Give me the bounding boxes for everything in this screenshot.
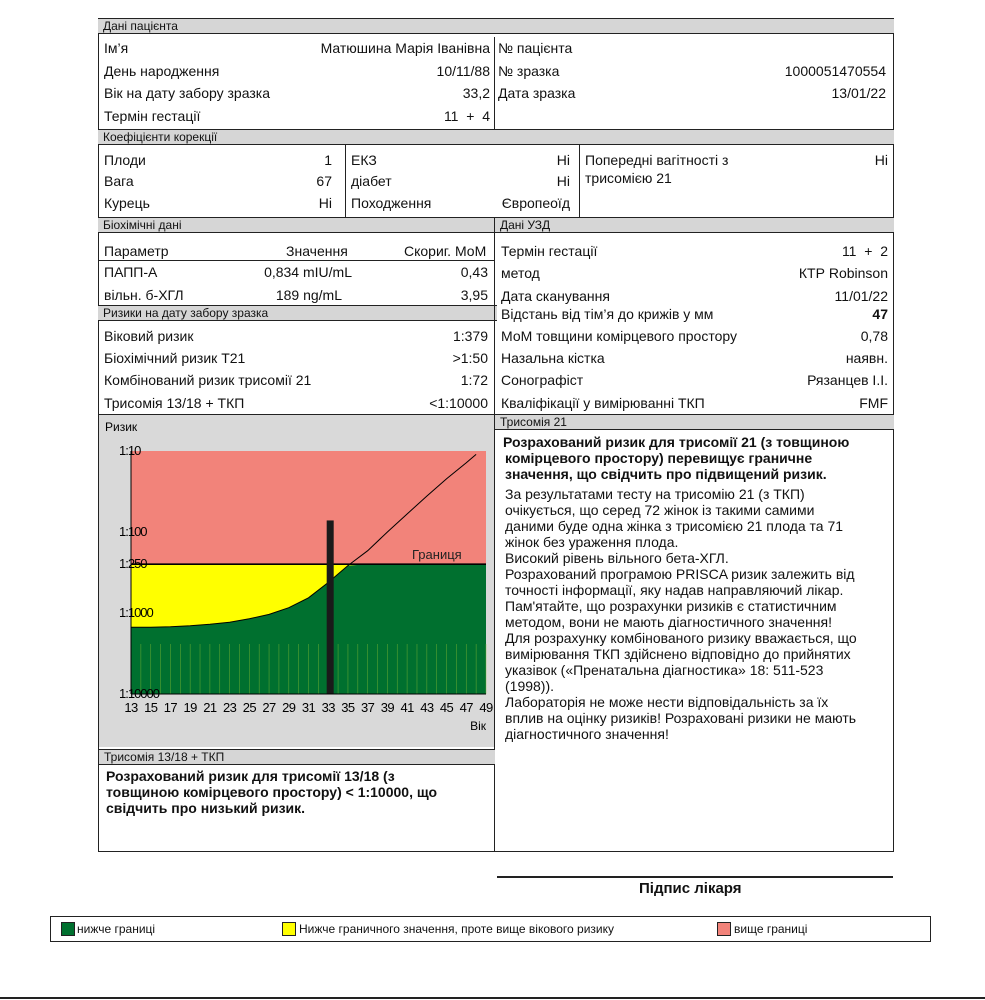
legend-swatch-red bbox=[717, 922, 731, 936]
origin-value: Європеоїд bbox=[501, 195, 570, 211]
t21-line: указівок («Пренатальна діагностика» 18: 511-523 bbox=[505, 662, 824, 678]
x-axis-title: Вік bbox=[470, 719, 486, 733]
t1318-section-header: Трисомія 13/18 + ТКП bbox=[99, 749, 495, 765]
y-tick-label: 1:10 bbox=[119, 443, 141, 458]
x-tick-label: 17 bbox=[163, 700, 178, 715]
x-tick-label: 43 bbox=[420, 700, 434, 715]
diabetes-value: Ні bbox=[556, 173, 570, 189]
biochem-param: ПАПП-А bbox=[104, 264, 158, 280]
t1318-bold-line: товщиною комірцевого простору) < 1:10000, що bbox=[106, 784, 438, 800]
risk-chart bbox=[99, 415, 494, 747]
x-tick-label: 23 bbox=[222, 700, 237, 715]
patient-name-value: Матюшина Марія Іванівна bbox=[320, 40, 490, 56]
usd-value: КТР Robinson bbox=[798, 265, 888, 281]
usd-value: Рязанцев І.І. bbox=[807, 372, 888, 388]
t21-line: жінок без ураження плода. bbox=[505, 534, 679, 550]
x-tick-label: 49 bbox=[479, 700, 493, 715]
y-axis-title: Ризик bbox=[105, 420, 138, 434]
y-tick-label: 1:100 bbox=[119, 524, 147, 539]
risk-label: Віковий ризик bbox=[104, 328, 194, 344]
t21-line: Для розрахунку комбінованого ризику вважається, що bbox=[505, 630, 857, 646]
usd-label: Відстань від тім’я до крижів у мм bbox=[501, 306, 714, 322]
usd-label: Дата сканування bbox=[501, 288, 610, 304]
risks-section-header: Ризики на дату забору зразка bbox=[98, 305, 497, 321]
x-tick-label: 21 bbox=[203, 700, 217, 715]
usd-label: метод bbox=[501, 265, 540, 281]
dob-label: День народження bbox=[104, 63, 220, 79]
risk-value: 1:72 bbox=[460, 372, 488, 388]
signature-label: Підпис лікаря bbox=[639, 880, 742, 897]
signature-line bbox=[497, 876, 893, 878]
biochem-mom: 0,43 bbox=[460, 264, 488, 280]
divider bbox=[579, 145, 580, 217]
t1318-bold-line: свідчить про низький ризик. bbox=[106, 800, 306, 816]
correction-section-header: Коефіцієнти корекції bbox=[98, 129, 894, 145]
x-tick-label: 45 bbox=[439, 700, 454, 715]
legend-swatch-green bbox=[61, 922, 75, 936]
t21-line: діагностичного значення! bbox=[505, 726, 669, 742]
t21-bold-line: комірцевого простору) перевищує граничне bbox=[505, 450, 813, 466]
usd-value: FMF bbox=[859, 395, 888, 411]
risk-value: <1:10000 bbox=[429, 395, 488, 411]
prev-pregnancies-label-2: трисомією 21 bbox=[585, 170, 672, 186]
x-tick-label: 31 bbox=[301, 700, 316, 715]
biochem-col-value: Значення bbox=[286, 243, 348, 259]
biochem-value: 0,834 mIU/mL bbox=[264, 264, 352, 280]
prev-pregnancies-value: Ні bbox=[874, 152, 888, 168]
usd-value: 11 + 2 bbox=[841, 243, 888, 259]
x-tick-label: 15 bbox=[144, 700, 158, 715]
usd-value: наявн. bbox=[845, 350, 888, 366]
x-tick-label: 41 bbox=[400, 700, 414, 715]
t21-details bbox=[505, 486, 857, 742]
t21-line: даними буде одна жінка з трисомією 21 плода та 71 bbox=[505, 518, 844, 534]
origin-label: Походження bbox=[351, 195, 432, 211]
ivf-value: Ні bbox=[556, 152, 570, 168]
smoker-value: Ні bbox=[318, 195, 332, 211]
t21-line: За результатами тесту на трисомію 21 (з ТКП) bbox=[505, 486, 805, 502]
patient-section-header: Дані пацієнта bbox=[98, 18, 894, 34]
x-tick-label: 33 bbox=[321, 700, 335, 715]
usd-label: Назальна кістка bbox=[501, 350, 605, 366]
y-tick-label: 1:1000 bbox=[119, 605, 153, 620]
t21-bold-line: значення, що свідчить про підвищений ризик. bbox=[505, 466, 827, 482]
t21-line: Лабораторія не може нести відповідальність за їх bbox=[505, 694, 829, 710]
page-bottom-rule bbox=[0, 997, 985, 999]
x-tick-label: 37 bbox=[361, 700, 375, 715]
sample-date-value: 13/01/22 bbox=[831, 85, 886, 101]
t21-section-header: Трисомія 21 bbox=[495, 414, 894, 430]
t21-line: вимірювання ТКП здійснено відповідно до прийнятих bbox=[505, 646, 851, 662]
x-tick-label: 13 bbox=[124, 700, 138, 715]
x-tick-label: 39 bbox=[380, 700, 395, 715]
divider bbox=[494, 37, 495, 129]
t21-line: Пам'ятайте, що розрахунки ризиків є статистичним bbox=[505, 598, 837, 614]
x-tick-label: 27 bbox=[262, 700, 276, 715]
biochem-col-mom: Скориг. МоМ bbox=[404, 243, 487, 259]
biochem-section-header: Біохімічні дані bbox=[98, 217, 497, 233]
t21-line: Високий рівень вільного бета-ХГЛ. bbox=[505, 550, 729, 566]
diabetes-label: діабет bbox=[351, 173, 392, 189]
risk-value: >1:50 bbox=[452, 350, 488, 366]
cutoff-label: Границя bbox=[412, 547, 462, 563]
t21-line: точності інформації, яку надав направляючий лікар. bbox=[505, 582, 844, 598]
divider bbox=[98, 260, 494, 261]
x-tick-label: 29 bbox=[282, 700, 296, 715]
usd-label: Сонографіст bbox=[501, 372, 584, 388]
legend-label: вище границі bbox=[734, 922, 808, 936]
biochem-param: вільн. б-ХГЛ bbox=[104, 287, 184, 303]
legend-label: нижче границі bbox=[77, 922, 156, 936]
weight-label: Вага bbox=[104, 173, 134, 189]
fetuses-value: 1 bbox=[324, 152, 332, 168]
t21-line: (1998)). bbox=[505, 678, 555, 694]
weight-value: 67 bbox=[316, 173, 332, 189]
usd-label: Термін гестації bbox=[501, 243, 598, 259]
usd-value: 0,78 bbox=[860, 328, 888, 344]
patient-risk-bar bbox=[327, 520, 334, 694]
t21-bold-line: Розрахований ризик для трисомії 21 (з товщиною bbox=[503, 434, 850, 450]
biochem-mom: 3,95 bbox=[460, 287, 488, 303]
legend-label: Нижче граничного значення, проте вище вікового ризику bbox=[299, 922, 615, 936]
t21-line: очікується, що серед 72 жінок із такими самими bbox=[505, 502, 815, 518]
t21-conclusion bbox=[503, 434, 849, 482]
ivf-label: ЕКЗ bbox=[351, 152, 377, 168]
y-tick-label: 1:10000 bbox=[119, 686, 159, 701]
x-tick-label: 25 bbox=[242, 700, 256, 715]
risk-label: Біохімічний ризик Т21 bbox=[104, 350, 246, 366]
t21-line: методом, вони не мають діагностичного значення! bbox=[505, 614, 833, 630]
fetuses-label: Плоди bbox=[104, 152, 146, 168]
dob-value: 10/11/88 bbox=[436, 63, 490, 79]
divider bbox=[345, 145, 346, 217]
sample-no-label: № зразка bbox=[498, 63, 560, 79]
t1318-bold-line: Розрахований ризик для трисомії 13/18 (з bbox=[106, 768, 395, 784]
biochem-col-param: Параметр bbox=[104, 243, 169, 259]
usd-section-header: Дані УЗД bbox=[495, 217, 894, 233]
age-value: 33,2 bbox=[462, 85, 490, 101]
patient-no-label: № пацієнта bbox=[498, 40, 573, 56]
sample-date-label: Дата зразка bbox=[498, 85, 576, 101]
age-label: Вік на дату забору зразка bbox=[104, 85, 270, 101]
risk-label: Комбінований ризик трисомії 21 bbox=[104, 372, 312, 388]
y-tick-label: 1:250 bbox=[119, 556, 147, 572]
prev-pregnancies-label-1: Попередні вагітності з bbox=[585, 152, 729, 168]
risk-value: 1:379 bbox=[452, 328, 488, 344]
gestation-value: 11 + 4 bbox=[443, 108, 490, 124]
x-tick-label: 19 bbox=[183, 700, 197, 715]
legend-swatch-yellow bbox=[282, 922, 296, 936]
gestation-label: Термін гестації bbox=[104, 108, 201, 124]
smoker-label: Курець bbox=[104, 195, 150, 211]
t21-line: вплив на оцінку ризиків! Розраховані ризики не мають bbox=[505, 710, 857, 726]
usd-value: 11/01/22 bbox=[834, 288, 888, 304]
biochem-value: 189 ng/mL bbox=[275, 287, 342, 303]
color-legend bbox=[50, 916, 931, 942]
sample-no-value: 1000051470554 bbox=[784, 63, 886, 79]
x-tick-label: 47 bbox=[459, 700, 473, 715]
usd-label: Кваліфікації у вимірюванні ТКП bbox=[501, 395, 705, 411]
t1318-conclusion bbox=[106, 768, 437, 816]
usd-label: МоМ товщини комірцевого простору bbox=[501, 328, 738, 344]
x-tick-label: 35 bbox=[341, 700, 355, 715]
usd-value: 47 bbox=[872, 306, 888, 322]
risk-label: Трисомія 13/18 + ТКП bbox=[104, 395, 245, 411]
t21-line: Розрахований програмою PRISCA ризик залежить від bbox=[505, 566, 855, 582]
patient-name-label: Ім’я bbox=[104, 40, 129, 56]
